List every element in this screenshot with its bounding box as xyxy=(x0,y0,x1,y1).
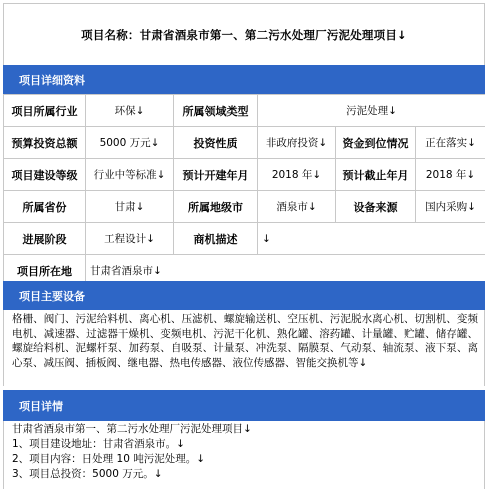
industry-label: 项目所属行业 xyxy=(4,95,86,127)
province-label: 所属省份 xyxy=(4,191,86,223)
industry-value: 环保↓ xyxy=(86,95,174,127)
start-date-label: 预计开建年月 xyxy=(174,159,258,191)
progress-stage-value: 工程设计↓ xyxy=(86,223,174,255)
province-value: 甘肃↓ xyxy=(86,191,174,223)
table-row xyxy=(4,159,485,191)
table-row xyxy=(4,191,485,223)
project-detail-section-header xyxy=(3,390,485,421)
construction-level-value: 行业中等标准↓ xyxy=(86,159,174,191)
equipment-source-label: 设备来源 xyxy=(336,191,416,223)
table-row xyxy=(4,95,485,127)
equipment-list xyxy=(3,310,485,386)
detail-line: 2、项目内容：日处理 10 吨污泥处理。↓ xyxy=(12,453,206,465)
construction-level-label: 项目建设等级 xyxy=(4,159,86,191)
budget-value: 5000 万元↓ xyxy=(86,127,174,159)
field-type-value: 污泥处理↓ xyxy=(258,95,485,127)
budget-label: 预算投资总额 xyxy=(4,127,86,159)
details-section-title: 项目详细资料 xyxy=(19,73,85,87)
end-date-value: 2018 年↓ xyxy=(416,159,485,191)
table-row xyxy=(4,127,485,159)
details-section-header xyxy=(3,65,485,94)
progress-stage-label: 进展阶段 xyxy=(4,223,86,255)
table-row xyxy=(4,223,485,255)
project-title-text: 项目名称：甘肃省酒泉市第一、第二污水处理厂污泥处理项目↓ xyxy=(81,27,407,42)
equipment-text: 格栅、阀门、污泥给料机、离心机、压滤机、螺旋输送机、空压机、污泥脱水离心机、切割机、变频电机、减速器、过滤器干燥机、变频电机、污泥干化机、熟化罐、溶药罐、计量罐、贮罐、储存罐、螺旋给料机、泥螺杆泵、加药泵、自吸泵、计量泵、冲洗泵、隔膜泵、气动泵、轴流泵、液下泵、离心泵、减压阀、插板阀、继电器、热电传感器、液位传感器、智能交换机等↓ xyxy=(12,313,478,369)
city-value: 酒泉市↓ xyxy=(258,191,336,223)
equipment-source-value: 国内采购↓ xyxy=(416,191,485,223)
funding-status-value: 正在落实↓ xyxy=(416,127,485,159)
investment-nature-label: 投资性质 xyxy=(174,127,258,159)
detail-line: 3、项目总投资：5000 万元。↓ xyxy=(12,468,163,480)
detail-line: 1、项目建设地址：甘肃省酒泉市。↓ xyxy=(12,438,185,450)
start-date-value: 2018 年↓ xyxy=(258,159,336,191)
location-label: 项目所在地 xyxy=(4,255,86,287)
end-date-label: 预计截止年月 xyxy=(336,159,416,191)
city-label: 所属地级市 xyxy=(174,191,258,223)
investment-nature-value: 非政府投资↓ xyxy=(258,127,336,159)
equipment-section-title: 项目主要设备 xyxy=(19,289,85,303)
detail-line: 甘肃省酒泉市第一、第二污水处理厂污泥处理项目↓ xyxy=(12,423,252,435)
opportunity-value: ↓ xyxy=(258,223,485,255)
project-detail-content xyxy=(3,421,485,489)
project-detail-section-title: 项目详情 xyxy=(19,399,63,413)
funding-status-label: 资金到位情况 xyxy=(336,127,416,159)
opportunity-label: 商机描述 xyxy=(174,223,258,255)
location-value: 甘肃省酒泉市↓ xyxy=(86,255,485,287)
field-type-label: 所属领域类型 xyxy=(174,95,258,127)
details-table xyxy=(3,94,485,287)
equipment-section-header xyxy=(3,281,485,310)
project-title xyxy=(3,3,485,65)
